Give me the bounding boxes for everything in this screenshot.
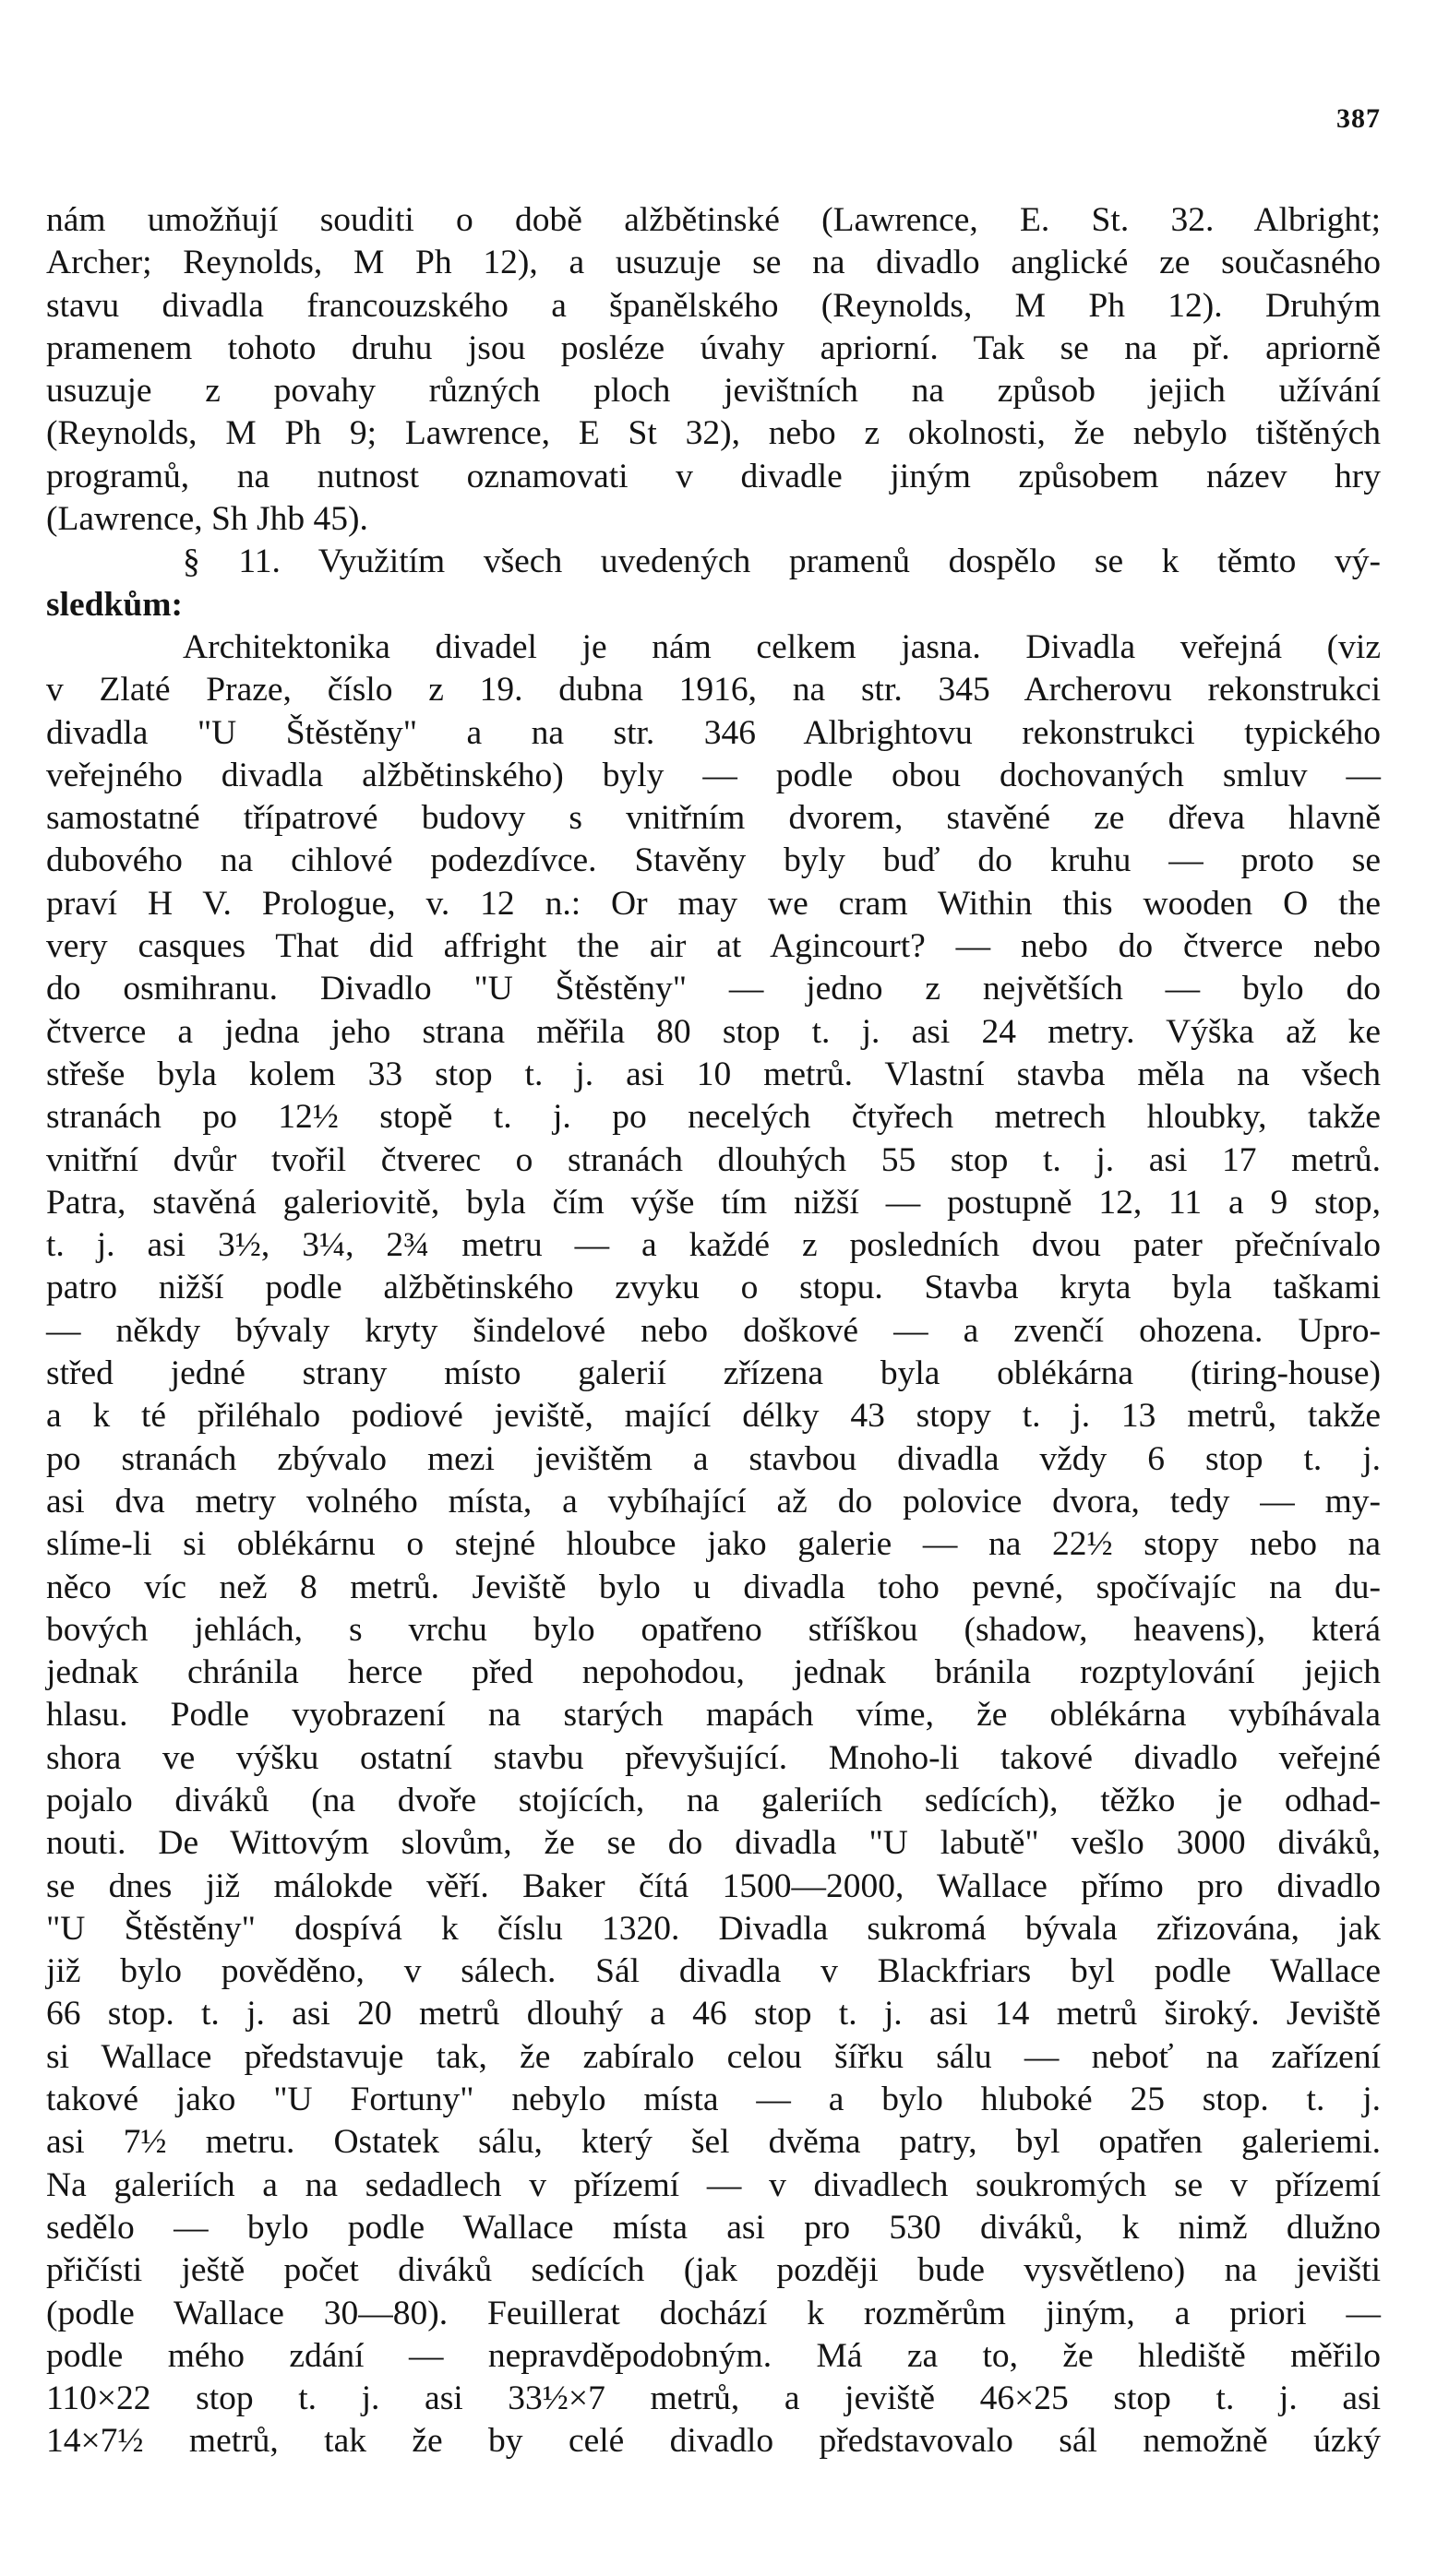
text-line: 66 stop. t. j. asi 20 metrů dlouhý a 46 stop t. j. asi 14 metrů široký. Jeviště	[46, 1995, 1381, 2033]
text-line: střeše byla kolem 33 stop t. j. asi 10 metrů. Vlastní stavba měla na všech	[46, 1055, 1381, 1093]
text-line: (Reynolds, M Ph 9; Lawrence, E St 32), nebo z okolnosti, že nebylo tištěných	[46, 414, 1381, 453]
text-line: veřejného divadla alžbětinského) byly — podle obou dochovaných smluv —	[46, 756, 1381, 794]
text-line: programů, na nutnost oznamovati v divadle jiným způsobem název hry	[46, 457, 1381, 495]
text-line: asi 7½ metru. Ostatek sálu, který šel dvěma patry, byl opatřen galeriemi.	[46, 2123, 1381, 2162]
text-line: a k té přiléhalo podiové jeviště, mající délky 43 stopy t. j. 13 metrů, takže	[46, 1397, 1381, 1436]
text-line: divadla "U Štěstěny" a na str. 346 Albrightovu rekonstrukci typického	[46, 713, 1381, 752]
text-line: pramenem tohoto druhu jsou posléze úvahy apriorní. Tak se na př. apriorně	[46, 328, 1381, 367]
text-line: (podle Wallace 30—80). Feuillerat dochází k rozměrům jiným, a priori —	[46, 2294, 1381, 2332]
text-line: very casques That did affright the air at Agincourt? — nebo do čtverce nebo	[46, 927, 1381, 966]
text-line: střed jedné strany místo galerií zřízena byla oblékárna (tiring-house)	[46, 1354, 1381, 1393]
text-line: 14×7½ metrů, tak že by celé divadlo představovalo sál nemožně úzký	[46, 2422, 1381, 2461]
text-line: bových jehlách, s vrchu bylo opatřeno stříškou (shadow, heavens), která	[46, 1610, 1381, 1649]
section-heading-line: § 11. Využitím všech uvedených pramenů dospělo se k těmto vý-	[183, 543, 1381, 581]
text-line: stavu divadla francouzského a španělského (Reynolds, M Ph 12). Druhým	[46, 286, 1381, 325]
text-line: takové jako "U Fortuny" nebylo místa — a bylo hluboké 25 stop. t. j.	[46, 2081, 1381, 2119]
text-line: v Zlaté Praze, číslo z 19. dubna 1916, na str. 345 Archerovu rekonstrukci	[46, 671, 1381, 710]
text-line: 110×22 stop t. j. asi 33½×7 metrů, a jeviště 46×25 stop t. j. asi	[46, 2379, 1381, 2418]
text-line: vnitřní dvůr tvořil čtverec o stranách dlouhých 55 stop t. j. asi 17 metrů.	[46, 1140, 1381, 1179]
text-line: sedělo — bylo podle Wallace místa asi pro 530 diváků, k nimž dlužno	[46, 2208, 1381, 2247]
text-line: slíme-li si oblékárnu o stejné hloubce jako galerie — na 22½ stopy nebo na	[46, 1525, 1381, 1564]
text-line: usuzuje z povahy různých ploch jevištních na způsob jejich užívání	[46, 372, 1381, 411]
text-line: Na galeriích a na sedadlech v přízemí — v divadlech soukromých se v přízemí	[46, 2165, 1381, 2204]
text-line: něco víc než 8 metrů. Jeviště bylo u divadla toho pevné, spočívajíc na du-	[46, 1568, 1381, 1606]
text-line: nouti. De Wittovým slovům, že se do divadla "U labutě" vešlo 3000 diváků,	[46, 1824, 1381, 1863]
text-line: do osmihranu. Divadlo "U Štěstěny" — jedno z největších — bylo do	[46, 970, 1381, 1008]
section-heading-line: sledkům:	[46, 585, 183, 624]
text-line: asi dva metry volného místa, a vybíhající až do polovice dvora, tedy — my-	[46, 1482, 1381, 1521]
text-line: patro nižší podle alžbětinského zvyku o stopu. Stavba kryta byla taškami	[46, 1269, 1381, 1307]
text-line: po stranách zbývalo mezi jevištěm a stavbou divadla vždy 6 stop t. j.	[46, 1439, 1381, 1478]
text-line: pojalo diváků (na dvoře stojících, na galeriích sedících), těžko je odhad-	[46, 1781, 1381, 1819]
text-line: se dnes již málokde věří. Baker čítá 1500—2000, Wallace přímo pro divadlo	[46, 1866, 1381, 1905]
text-line: Archer; Reynolds, M Ph 12), a usuzuje se na divadlo anglické ze současného	[46, 244, 1381, 282]
text-line: Patra, stavěná galeriovitě, byla čím výše tím nižší — postupně 12, 11 a 9 stop,	[46, 1183, 1381, 1222]
text-line: přičísti ještě počet diváků sedících (jak později bude vysvětleno) na jevišti	[46, 2251, 1381, 2290]
text-line: podle mého zdání — nepravděpodobným. Má za to, že hlediště měřilo	[46, 2336, 1381, 2375]
text-line: Architektonika divadel je nám celkem jasna. Divadla veřejná (viz	[183, 627, 1381, 666]
text-line: dubového na cihlové podezdívce. Stavěny byly buď do kruhu — proto se	[46, 841, 1381, 880]
page-number: 387	[1336, 103, 1381, 134]
text-line: — někdy bývaly kryty šindelové nebo doškové — a zvenčí ohozena. Upro-	[46, 1311, 1381, 1350]
text-line: samostatné třípatrové budovy s vnitřním dvorem, stavěné ze dřeva hlavně	[46, 799, 1381, 838]
text-line: stranách po 12½ stopě t. j. po necelých čtyřech metrech hloubky, takže	[46, 1098, 1381, 1137]
text-line: (Lawrence, Sh Jhb 45).	[46, 500, 368, 539]
text-line: hlasu. Podle vyobrazení na starých mapách víme, že oblékárna vybíhávala	[46, 1696, 1381, 1735]
text-line: "U Štěstěny" dospívá k číslu 1320. Divadla sukromá bývala zřizována, jak	[46, 1909, 1381, 1948]
text-body	[46, 199, 1381, 2463]
text-line: si Wallace představuje tak, že zabíralo celou šířku sálu — neboť na zařízení	[46, 2037, 1381, 2076]
text-line: praví H V. Prologue, v. 12 n.: Or may we cram Within this wooden O the	[46, 884, 1381, 923]
text-line: čtverce a jedna jeho strana měřila 80 stop t. j. asi 24 metry. Výška až ke	[46, 1012, 1381, 1051]
text-line: shora ve výšku ostatní stavbu převyšující. Mnoho-li takové divadlo veřejné	[46, 1738, 1381, 1777]
text-line: jednak chránila herce před nepohodou, jednak bránila rozptylování jejich	[46, 1653, 1381, 1692]
text-line: nám umožňují souditi o době alžbětinské (Lawrence, E. St. 32. Albright;	[46, 201, 1381, 239]
text-line: již bylo pověděno, v sálech. Sál divadla v Blackfriars byl podle Wallace	[46, 1952, 1381, 1991]
text-line: t. j. asi 3½, 3¼, 2¾ metru — a každé z posledních dvou pater přečnívalo	[46, 1226, 1381, 1265]
